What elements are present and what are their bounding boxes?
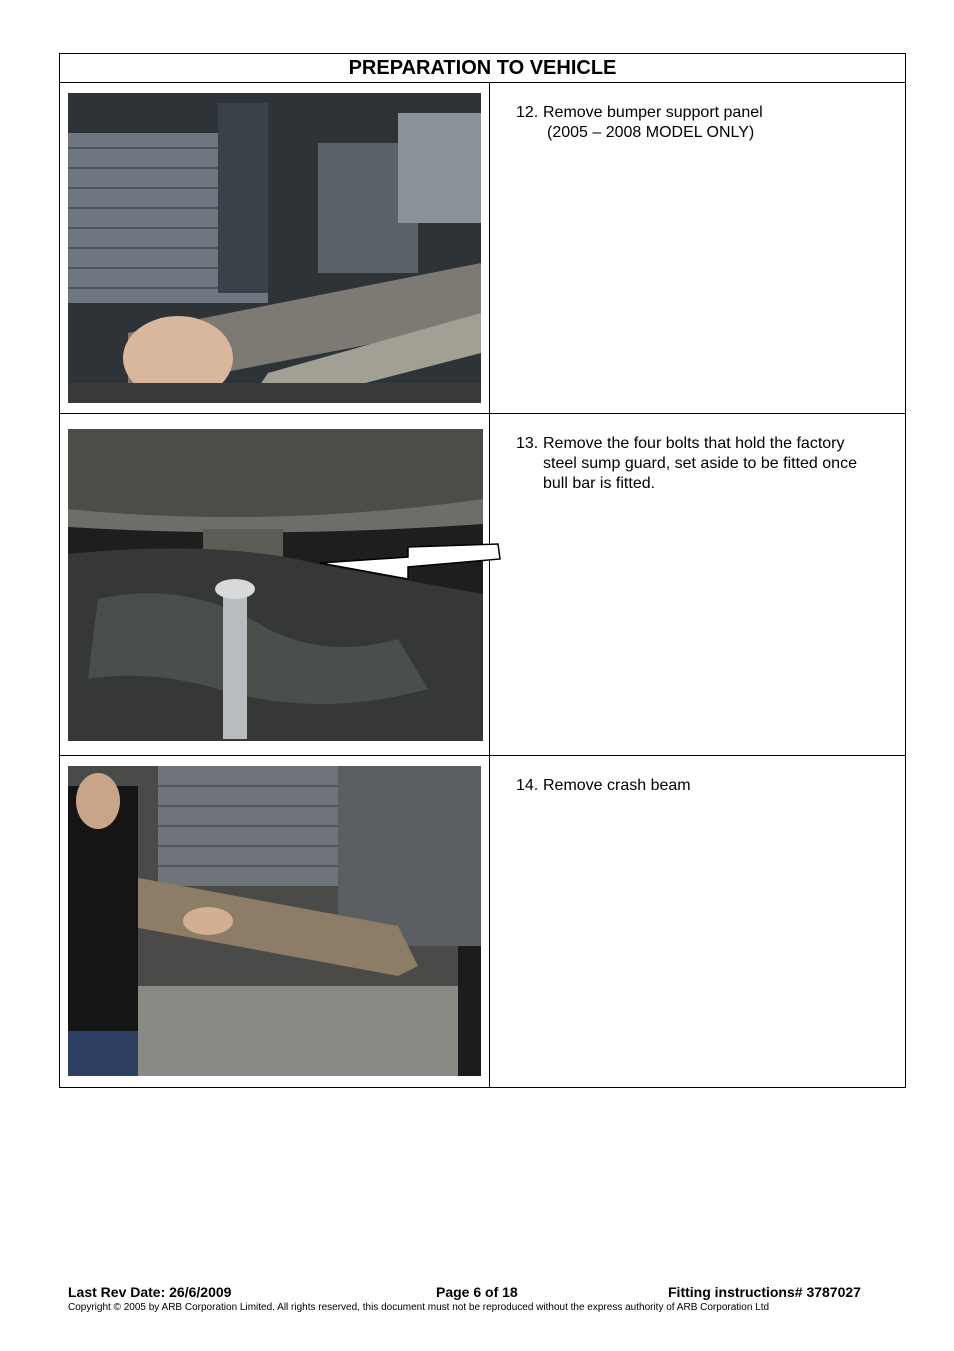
page-number: Page 6 of 18 — [436, 1284, 518, 1300]
step-14-instruction — [516, 776, 876, 796]
step-number: 14. — [516, 777, 539, 794]
instructions-number: Fitting instructions# 3787027 — [668, 1284, 861, 1300]
step-row-14 — [60, 756, 905, 1087]
photo-cell — [60, 414, 490, 755]
step-row-13 — [60, 414, 905, 756]
step-text: Remove the four bolts that hold the factory steel sump guard, set aside to be fitted once bull bar is fitted. — [543, 435, 857, 492]
rev-date: Last Rev Date: 26/6/2009 — [68, 1284, 232, 1300]
instruction-table — [59, 53, 906, 1088]
text-cell — [490, 414, 905, 755]
step-subtext: (2005 – 2008 MODEL ONLY) — [547, 124, 755, 141]
photo-cell — [60, 83, 490, 413]
step-number: 13. — [516, 435, 539, 452]
copyright-notice: Copyright © 2005 by ARB Corporation Limited. All rights reserved, this document must not be reproduced without the express authority of ARB Corporation Ltd — [68, 1302, 770, 1313]
step-text: Remove crash beam — [543, 777, 691, 794]
step-row-12 — [60, 83, 905, 414]
photo-cell — [60, 756, 490, 1087]
step-text: Remove bumper support panel — [543, 104, 763, 121]
step-14-photo — [68, 766, 481, 1076]
step-number: 12. — [516, 104, 539, 121]
step-12-instruction — [516, 103, 876, 143]
section-title: PREPARATION TO VEHICLE — [60, 54, 905, 83]
step-13-instruction — [516, 434, 876, 494]
text-cell — [490, 756, 905, 1087]
text-cell — [490, 83, 905, 413]
footer-info — [68, 1284, 888, 1302]
step-13-photo — [68, 429, 483, 741]
step-12-photo — [68, 93, 481, 403]
page-footer — [68, 1284, 888, 1313]
